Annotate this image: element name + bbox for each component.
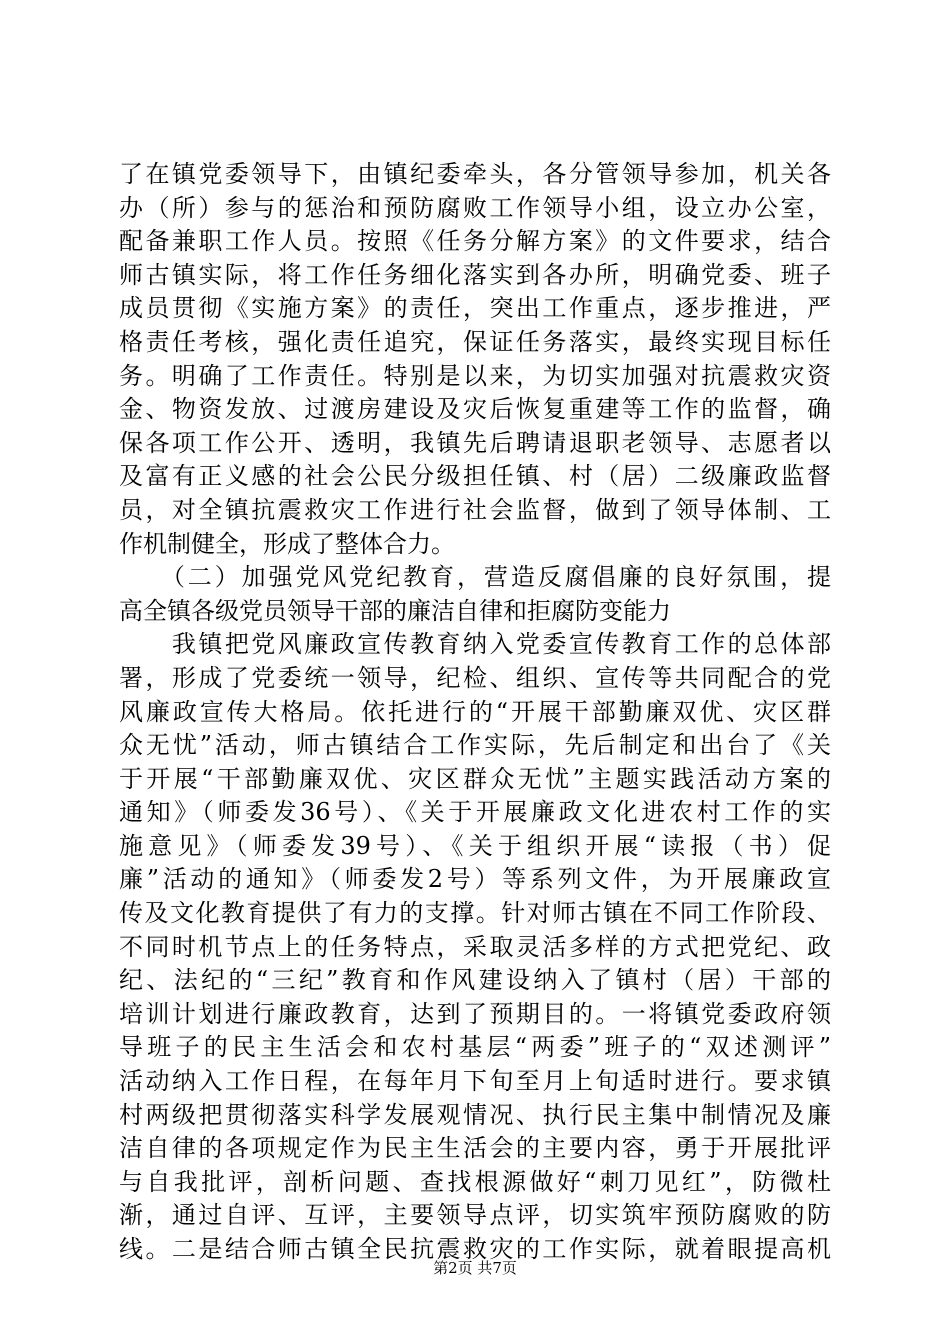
text-line: 与自我批评，剖析问题、查找根源做好“刺刀见红”，防微杜 bbox=[119, 1167, 831, 1196]
text-line: 线。二是结合师古镇全民抗震救灾的工作实际，就着眼提高机 bbox=[119, 1235, 831, 1263]
text-line: 施意见》（师委发39号）、《关于组织开展“读报（书）促 bbox=[119, 831, 831, 860]
text-line: 廉”活动的通知》（师委发2号）等系列文件，为开展廉政宣 bbox=[119, 865, 831, 894]
text-line: 导班子的民主生活会和农村基层“两委”班子的“双述测评” bbox=[119, 1033, 831, 1062]
text-line: 培训计划进行廉政教育，达到了预期目的。一将镇党委政府领 bbox=[119, 999, 831, 1028]
document-body bbox=[119, 158, 831, 1267]
text-line: 及富有正义感的社会公民分级担任镇、村（居）二级廉政监督 bbox=[119, 462, 831, 491]
text-line: 了在镇党委领导下，由镇纪委牵头，各分管领导参加，机关各 bbox=[119, 160, 831, 188]
text-line: 渐，通过自评、互评，主要领导点评，切实筑牢预防腐败的防 bbox=[119, 1201, 831, 1230]
text-line: 不同时机节点上的任务特点，采取灵活多样的方式把党纪、政 bbox=[119, 932, 831, 961]
text-line: 成员贯彻《实施方案》的责任，突出工作重点，逐步推进，严 bbox=[119, 294, 831, 323]
text-line: 配备兼职工作人员。按照《任务分解方案》的文件要求，结合 bbox=[119, 227, 831, 256]
page-footer: 第2页 共7页 bbox=[433, 1259, 517, 1277]
text-line: 师古镇实际，将工作任务细化落实到各办所，明确党委、班子 bbox=[119, 260, 831, 289]
text-line: 我镇把党风廉政宣传教育纳入党委宣传教育工作的总体部 bbox=[119, 630, 831, 659]
text-line: 署，形成了党委统一领导，纪检、组织、宣传等共同配合的党 bbox=[119, 663, 831, 692]
text-line: 传及文化教育提供了有力的支撑。针对师古镇在不同工作阶段、 bbox=[119, 899, 831, 928]
text-line: 作机制健全，形成了整体合力。 bbox=[119, 529, 455, 558]
text-line: 高全镇各级党员领导干部的廉洁自律和拒腐防变能力 bbox=[119, 596, 671, 625]
text-line: 纪、法纪的“三纪”教育和作风建设纳入了镇村（居）干部的 bbox=[119, 966, 831, 995]
text-line: 务。明确了工作责任。特别是以来，为切实加强对抗震救灾资 bbox=[119, 361, 831, 390]
text-line: 活动纳入工作日程，在每年月下旬至月上旬适时进行。要求镇 bbox=[119, 1067, 831, 1096]
text-line: 金、物资发放、过渡房建设及灾后恢复重建等工作的监督，确 bbox=[119, 395, 831, 424]
text-line: 众无忧”活动，师古镇结合工作实际，先后制定和出台了《关 bbox=[119, 731, 831, 760]
text-line: 员，对全镇抗震救灾工作进行社会监督，做到了领导体制、工 bbox=[119, 495, 831, 524]
text-line: 通知》（师委发36号）、《关于开展廉政文化进农村工作的实 bbox=[119, 798, 831, 827]
text-line: 保各项工作公开、透明，我镇先后聘请退职老领导、志愿者以 bbox=[119, 428, 831, 457]
text-line: 村两级把贯彻落实科学发展观情况、执行民主集中制情况及廉 bbox=[119, 1100, 831, 1129]
text-line: 格责任考核，强化责任追究，保证任务落实，最终实现目标任 bbox=[119, 327, 831, 356]
text-line: 于开展“干部勤廉双优、灾区群众无忧”主题实践活动方案的 bbox=[119, 764, 831, 793]
text-line: 风廉政宣传大格局。依托进行的“开展干部勤廉双优、灾区群 bbox=[119, 697, 831, 726]
text-line: 洁自律的各项规定作为民主生活会的主要内容，勇于开展批评 bbox=[119, 1134, 831, 1163]
text-line: 办（所）参与的惩治和预防腐败工作领导小组，设立办公室， bbox=[119, 193, 831, 222]
text-line: （二）加强党风党纪教育，营造反腐倡廉的良好氛围，提 bbox=[119, 563, 831, 592]
